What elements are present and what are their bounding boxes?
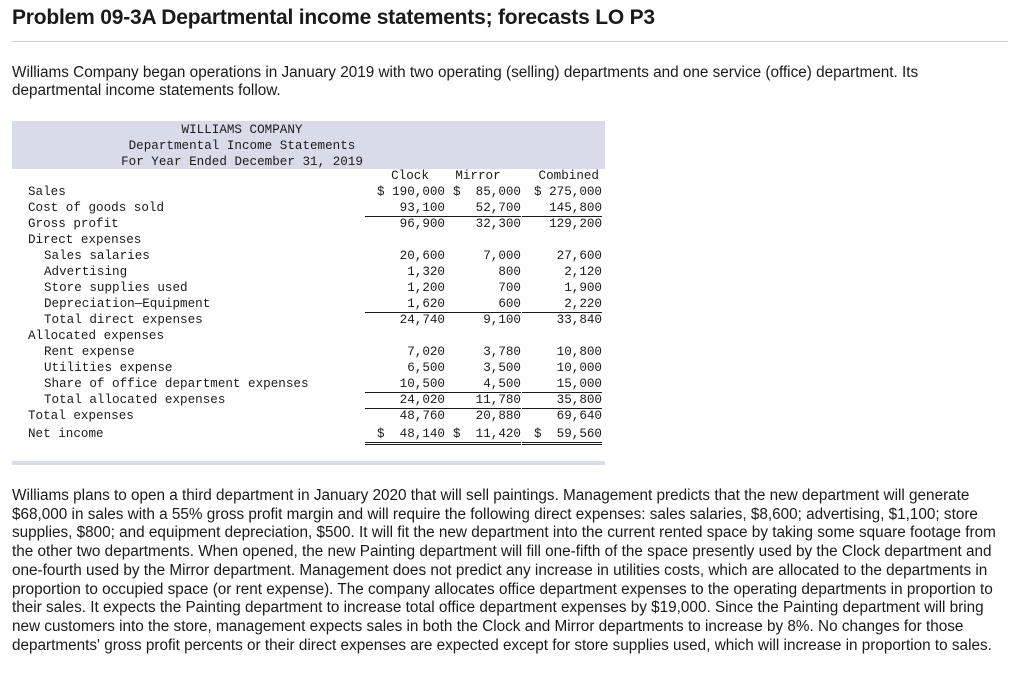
row-value: 11,780 <box>441 392 521 409</box>
row-value: 20,600 <box>399 249 445 263</box>
row-value: 1,620 <box>365 296 445 313</box>
table-bottom-bar <box>12 461 605 465</box>
row-value: $ 275,000 <box>533 185 602 199</box>
row-value: $ 48,140 <box>365 426 445 445</box>
row-value: 48,760 <box>399 409 445 423</box>
row-value: 129,200 <box>549 217 602 231</box>
row-label: Cost of goods sold <box>28 201 165 215</box>
row-label: Advertising <box>44 265 128 279</box>
statement-period: For Year Ended December 31, 2019 <box>121 155 363 169</box>
row-value: 10,500 <box>365 376 445 393</box>
intro-paragraph: Williams Company began operations in January 2019 with two operating (selling) departments and one service (office) department. Its departmental income statements follow. <box>12 64 919 99</box>
row-value: 35,800 <box>522 392 602 409</box>
row-value: 33,840 <box>556 313 602 327</box>
row-value: 800 <box>498 265 521 279</box>
statement-heading: Departmental Income Statements <box>128 139 356 153</box>
row-value: 69,640 <box>556 409 602 423</box>
problem-body-paragraph: Williams plans to open a third department in January 2020 that will sell paintings. Management predicts that the new department will generate $68,000 in sales with a 55% gross profit margin and will require the following direct expenses: sales salaries, $8,600; advertising, $1,100; store supplies, $800; and equipment depreciation, $500. It will fit the new department into the current rented space by taking some square footage from the other two departments. When opened, the new Painting department will fill one-fifth of the space presently used by the Clock department and one-fourth used by the Mirror department. Management does not predict any increase in utilities costs, which are allocated to the departments in proportion to occupied space (or rent expense). The company allocates office department expenses to the operating departments in proportion to their sales. It expects the Painting department to increase total office department expenses by $19,000. Since the Painting department will bring new customers into the store, management expects sales in both the Clock and Mirror departments to increase by 8%. No changes for those departments' gross profit percents or their direct expenses are expected except for store supplies used, which will increase in proportion to sales. <box>12 487 996 654</box>
row-label: Gross profit <box>28 217 119 231</box>
row-value: 145,800 <box>522 200 602 217</box>
row-value: 3,500 <box>483 361 521 375</box>
row-value: 27,600 <box>556 249 602 263</box>
row-label: Total expenses <box>28 409 134 423</box>
income-statement-table <box>12 121 605 465</box>
row-value: 1,320 <box>407 265 445 279</box>
row-value: 2,120 <box>564 265 602 279</box>
row-value: 10,800 <box>556 345 602 359</box>
row-label: Sales salaries <box>44 249 150 263</box>
row-value: 7,000 <box>483 249 521 263</box>
row-value: 24,020 <box>365 392 445 409</box>
title-divider <box>12 41 1008 42</box>
row-label: Store supplies used <box>44 281 188 295</box>
row-label: Rent expense <box>44 345 135 359</box>
row-value: 20,880 <box>475 409 521 423</box>
page-title: Problem 09-3A Departmental income statements; forecasts LO P3 <box>12 6 655 29</box>
row-value: 1,200 <box>407 281 445 295</box>
row-value: 7,020 <box>407 345 445 359</box>
row-value: 1,900 <box>564 281 602 295</box>
row-label: Total direct expenses <box>44 313 203 327</box>
row-value: 52,700 <box>441 200 521 217</box>
row-value: $ 59,560 <box>522 426 602 445</box>
company-name: WILLIAMS COMPANY <box>181 123 303 137</box>
row-value: 24,740 <box>399 313 445 327</box>
row-value: 96,900 <box>399 217 445 231</box>
row-value: 4,500 <box>441 376 521 393</box>
row-label: Depreciation—Equipment <box>44 297 211 311</box>
row-label: Utilities expense <box>44 361 173 375</box>
row-value: 93,100 <box>365 200 445 217</box>
row-label: Total allocated expenses <box>44 393 226 407</box>
row-value: $ 11,420 <box>441 426 521 445</box>
row-value: 15,000 <box>522 376 602 393</box>
row-value: 9,100 <box>483 313 521 327</box>
row-label: Direct expenses <box>28 233 142 247</box>
row-value: 2,220 <box>522 296 602 313</box>
row-label: Net income <box>28 427 104 441</box>
row-label: Share of office department expenses <box>44 377 309 391</box>
row-value: 3,780 <box>483 345 521 359</box>
row-value: 600 <box>441 296 521 313</box>
row-value: 32,300 <box>475 217 521 231</box>
row-value: $ 190,000 <box>376 185 445 199</box>
row-value: 700 <box>498 281 521 295</box>
column-header-mirror: Mirror <box>455 169 501 183</box>
row-value: 6,500 <box>407 361 445 375</box>
row-label: Sales <box>28 185 66 199</box>
row-value: 10,000 <box>556 361 602 375</box>
column-header-combined: Combined <box>538 169 599 183</box>
row-label: Allocated expenses <box>28 329 165 343</box>
row-value: $ 85,000 <box>452 185 521 199</box>
column-header-clock: Clock <box>391 169 429 183</box>
